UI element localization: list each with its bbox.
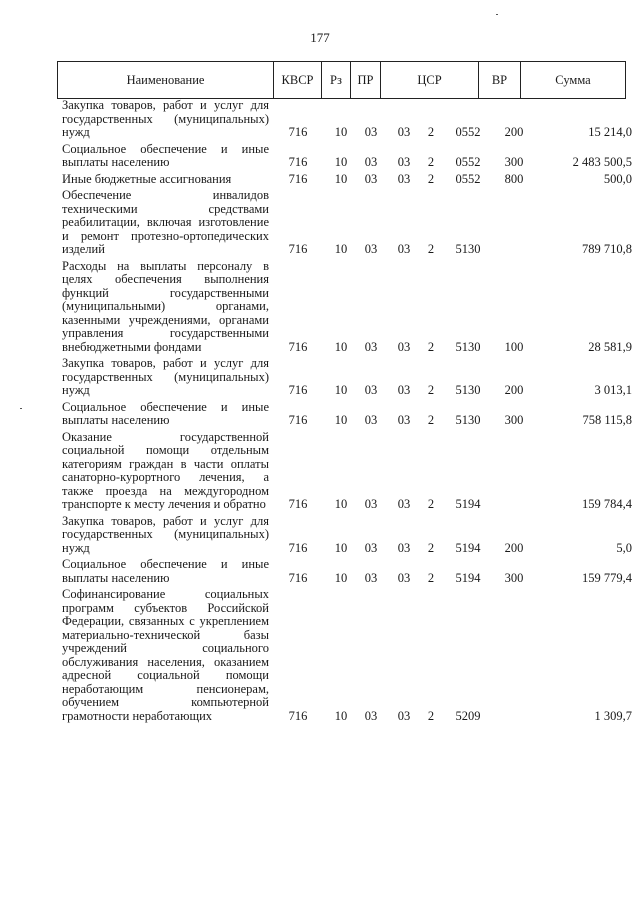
row-csr-code: 5130	[455, 413, 481, 427]
row-kvsr: 716	[288, 125, 308, 139]
row-kvsr: 716	[288, 540, 308, 555]
table-header	[57, 61, 626, 99]
row-csr-subprogram: 2	[427, 155, 435, 169]
row-csr-program: 03	[397, 383, 411, 397]
row-sum: 5,0	[616, 540, 632, 555]
row-sum: 159 784,4	[582, 497, 632, 511]
row-name: Иные бюджетные ассигнования	[62, 171, 232, 186]
row-kvsr: 716	[288, 413, 308, 427]
header-rz: Рз	[322, 62, 351, 98]
row-csr-code: 5130	[455, 383, 481, 397]
row-csr-program: 03	[397, 125, 411, 139]
row-csr-subprogram: 2	[427, 242, 435, 256]
row-vr: 200	[504, 125, 524, 139]
row-csr-program: 03	[397, 155, 411, 169]
row-csr-code: 5130	[455, 339, 481, 354]
row-kvsr: 716	[288, 708, 308, 723]
row-name: Расходы на выплаты персоналу в целях обеспечения выполнения функций государственными (муниципальными) органами, казенными учреждениями, органами управления государственными внебюджетными фондами	[62, 258, 269, 354]
table-row	[57, 260, 632, 355]
row-rz: 10	[334, 155, 348, 169]
table-row	[57, 99, 632, 140]
row-pr: 03	[364, 242, 378, 256]
row-pr: 03	[364, 413, 378, 427]
row-csr-program: 03	[397, 540, 411, 555]
budget-rows	[57, 99, 632, 726]
row-sum: 3 013,1	[594, 383, 632, 397]
row-vr: 200	[504, 540, 524, 555]
table-row	[57, 401, 632, 428]
table-row	[57, 558, 632, 585]
row-csr-code: 5209	[455, 708, 481, 723]
row-rz: 10	[334, 570, 348, 585]
row-pr: 03	[364, 540, 378, 555]
row-csr-subprogram: 2	[427, 708, 435, 723]
row-vr: 800	[504, 171, 524, 186]
page-number: 177	[310, 30, 330, 45]
row-sum: 789 710,8	[582, 242, 632, 256]
table-row	[57, 431, 632, 512]
row-csr-subprogram: 2	[427, 383, 435, 397]
header-name: Наименование	[58, 62, 274, 98]
row-vr: 200	[504, 383, 524, 397]
row-kvsr: 716	[288, 155, 308, 169]
row-name: Социальное обеспечение и иные выплаты населению	[62, 557, 269, 585]
row-name: Оказание государственной социальной помощи отдельным категориям граждан в части оплаты санаторно-курортного лечения, а также проезда на междугородном транспорте к месту лечения и обратно	[62, 429, 269, 511]
row-csr-code: 0552	[455, 155, 481, 169]
row-csr-subprogram: 2	[427, 540, 435, 555]
row-rz: 10	[334, 497, 348, 511]
table-row	[57, 357, 632, 398]
row-pr: 03	[364, 497, 378, 511]
row-sum: 500,0	[603, 171, 632, 186]
row-csr-subprogram: 2	[427, 171, 435, 186]
table-row	[57, 143, 632, 170]
row-csr-program: 03	[397, 339, 411, 354]
row-name: Социальное обеспечение и иные выплаты населению	[62, 141, 269, 169]
row-csr-subprogram: 2	[427, 497, 435, 511]
row-kvsr: 716	[288, 171, 308, 186]
row-csr-subprogram: 2	[427, 125, 435, 139]
header-csr: ЦСР	[381, 62, 479, 98]
row-csr-program: 03	[397, 497, 411, 511]
row-rz: 10	[334, 540, 348, 555]
row-vr: 300	[504, 413, 524, 427]
row-pr: 03	[364, 155, 378, 169]
row-sum: 2 483 500,5	[572, 155, 632, 169]
row-rz: 10	[334, 413, 348, 427]
row-rz: 10	[334, 242, 348, 256]
row-pr: 03	[364, 125, 378, 139]
table-row	[57, 588, 632, 723]
row-csr-subprogram: 2	[427, 339, 435, 354]
row-vr: 100	[504, 339, 524, 354]
header-pr: ПР	[351, 62, 381, 98]
table-row	[57, 515, 632, 556]
row-rz: 10	[334, 339, 348, 354]
row-csr-program: 03	[397, 570, 411, 585]
row-csr-subprogram: 2	[427, 570, 435, 585]
row-sum: 28 581,9	[588, 339, 632, 354]
row-csr-subprogram: 2	[427, 413, 435, 427]
table-row	[57, 189, 632, 257]
row-csr-program: 03	[397, 171, 411, 186]
row-kvsr: 716	[288, 497, 308, 511]
row-pr: 03	[364, 570, 378, 585]
row-pr: 03	[364, 339, 378, 354]
row-name: Софинансирование социальных программ субъектов Российской Федерации, связанных с укреплением материально-технической базы учреждений социального обслуживания населения, оказанием адресной социальной помощи неработающим пенсионерам, обучением компьютерной грамотности неработающих	[62, 587, 269, 723]
row-csr-code: 5194	[455, 497, 481, 511]
row-vr: 300	[504, 155, 524, 169]
row-csr-program: 03	[397, 708, 411, 723]
row-kvsr: 716	[288, 570, 308, 585]
row-name: Социальное обеспечение и иные выплаты населению	[62, 399, 269, 427]
row-kvsr: 716	[288, 339, 308, 354]
row-rz: 10	[334, 383, 348, 397]
table-row	[57, 173, 632, 187]
row-name: Закупка товаров, работ и услуг для государственных (муниципальных) нужд	[62, 513, 269, 555]
row-csr-code: 0552	[455, 125, 481, 139]
row-csr-code: 5194	[455, 540, 481, 555]
row-rz: 10	[334, 171, 348, 186]
row-pr: 03	[364, 708, 378, 723]
row-csr-code: 5194	[455, 570, 481, 585]
row-kvsr: 716	[288, 242, 308, 256]
scan-speck	[496, 14, 498, 15]
row-sum: 15 214,0	[588, 125, 632, 139]
row-name: Закупка товаров, работ и услуг для государственных (муниципальных) нужд	[62, 98, 269, 139]
row-pr: 03	[364, 171, 378, 186]
header-vr: ВР	[479, 62, 521, 98]
row-kvsr: 716	[288, 383, 308, 397]
row-name: Закупка товаров, работ и услуг для государственных (муниципальных) нужд	[62, 356, 269, 397]
row-sum: 1 309,7	[594, 708, 632, 723]
scan-speck	[20, 408, 22, 409]
row-sum: 159 779,4	[582, 570, 632, 585]
row-rz: 10	[334, 125, 348, 139]
row-sum: 758 115,8	[582, 413, 632, 427]
row-csr-program: 03	[397, 413, 411, 427]
row-rz: 10	[334, 708, 348, 723]
row-vr: 300	[504, 570, 524, 585]
row-name: Обеспечение инвалидов техническими средствами реабилитации, включая изготовление и ремонт протезно-ортопедических изделий	[62, 188, 269, 256]
row-csr-code: 5130	[455, 242, 481, 256]
header-kvsr: КВСР	[274, 62, 322, 98]
row-pr: 03	[364, 383, 378, 397]
header-sum: Сумма	[555, 72, 591, 87]
row-csr-code: 0552	[455, 171, 481, 186]
row-csr-program: 03	[397, 242, 411, 256]
